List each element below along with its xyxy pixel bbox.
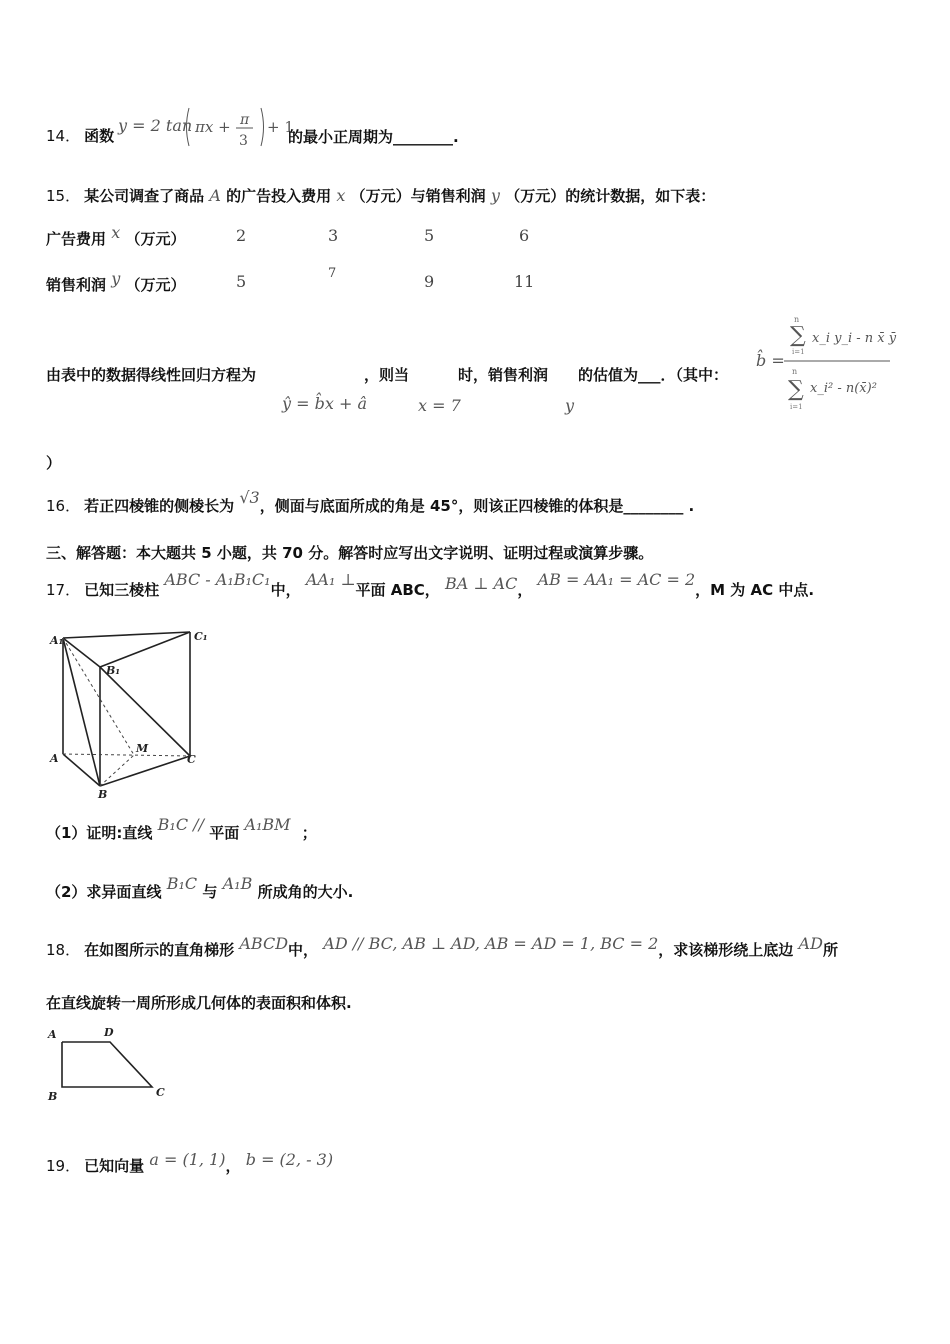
label-A1: A₁: [50, 634, 64, 647]
label-A: A: [48, 1028, 57, 1041]
sqrt-3: √3: [239, 488, 260, 507]
label-B: B: [48, 1090, 58, 1103]
q17-t1: 中，: [270, 581, 301, 599]
edge-equal: AB = AA₁ = AC = 2: [537, 570, 696, 589]
denominator: x_i² - n(x̄)²: [810, 381, 877, 396]
label-B: B: [98, 788, 108, 801]
prism-figure: [46, 626, 216, 802]
q14-plus-one: + 1: [267, 118, 294, 136]
label-C1: C₁: [194, 630, 208, 643]
section-heading: 三、解答题：本大题共 5 小题，共 70 分。解答时应写出文字说明、证明过程或演算步骤。: [46, 544, 654, 562]
q15-intro-a: 某公司调查了商品: [84, 187, 205, 205]
q15-text-d: 的估值为___．（其中：: [578, 366, 729, 384]
table-row-2-label: [46, 269, 186, 295]
q14-formula-paren: [183, 104, 294, 150]
question-number: 17．: [46, 581, 81, 599]
p2-pre: （2）求异面直线: [46, 883, 162, 901]
table-cell: 7: [328, 266, 337, 281]
q15-intro-b: 的广告投入费用: [226, 187, 332, 205]
q19-pre: 已知向量: [84, 1157, 145, 1175]
p2-mid: 与: [202, 883, 218, 901]
p1-plane: A₁BM: [244, 815, 291, 834]
q16-pre: 若正四棱锥的侧棱长为: [84, 497, 235, 515]
q15-text-b: ，则当: [364, 366, 410, 384]
b-hat-formula: [754, 312, 897, 416]
sigma-icon: ∑: [790, 323, 806, 348]
q17-part1: [46, 815, 317, 843]
numerator: x_i y_i - n x̄ ȳ: [812, 331, 897, 346]
row1-unit: （万元）: [125, 230, 186, 248]
var-x: x: [336, 186, 346, 205]
q15-intro-c: （万元）与销售利润: [350, 187, 486, 205]
q19-comma: ，: [225, 1157, 241, 1175]
var-A: A: [209, 186, 221, 205]
sum-top: n: [794, 315, 800, 324]
q16-post: ，侧面与底面所成的角是 45°，则该正四棱锥的体积是________ .: [259, 497, 695, 515]
q14: [46, 126, 114, 146]
p2-line2: A₁B: [222, 874, 253, 893]
table-cell: 9: [424, 272, 435, 291]
q18-conditions: AD // BC, AB ⊥ AD, AB = AD = 1, BC = 2: [323, 934, 659, 953]
q15-text-a: 由表中的数据得线性回归方程为: [46, 366, 257, 384]
label-A: A: [50, 752, 59, 765]
row2-unit: （万元）: [125, 276, 186, 294]
p1-mid: 平面: [209, 824, 240, 842]
q18-stem: [46, 934, 838, 960]
trapezoid-figure: [46, 1024, 176, 1106]
b-hat-label: b̂ =: [756, 351, 785, 370]
question-number: 15．: [46, 187, 81, 205]
q17-stem: [46, 570, 815, 600]
table-cell: 3: [328, 226, 339, 245]
question-number: 14．: [46, 127, 81, 145]
table-cell: 5: [424, 226, 435, 245]
q15-text-c: 时，销售利润: [458, 366, 549, 384]
p1-line: B₁C //: [157, 815, 204, 834]
q17-t4: ，M 为 AC 中点.: [695, 581, 815, 599]
label-B1: B₁: [106, 664, 121, 677]
q15-intro: [46, 186, 715, 206]
vector-b: b = (2, - 3): [245, 1150, 334, 1169]
q14-pi: π: [240, 112, 250, 128]
q17-pre: 已知三棱柱: [84, 581, 160, 599]
sigma-icon: ∑: [788, 377, 804, 402]
sum-bottom: i=1: [792, 348, 805, 356]
question-number: 18．: [46, 941, 81, 959]
q14-three: 3: [239, 133, 248, 149]
q14-post: 的最小正周期为________.: [288, 128, 459, 146]
question-number: 19．: [46, 1157, 81, 1175]
q18-line2: 在直线旋转一周所形成几何体的表面积和体积.: [46, 994, 352, 1012]
p2-post: 所成角的大小.: [257, 883, 354, 901]
edge-AD: AD: [798, 934, 823, 953]
y-var: y: [565, 396, 575, 415]
label-C: C: [156, 1086, 165, 1099]
question-number: 16．: [46, 497, 81, 515]
row2-var: y: [111, 269, 121, 288]
var-y: y: [490, 186, 500, 205]
q19: [46, 1150, 334, 1176]
row1-label: 广告费用: [46, 230, 107, 248]
label-M: M: [136, 742, 149, 755]
perp-1: AA₁ ⊥: [305, 570, 356, 589]
vector-a: a = (1, 1): [149, 1150, 226, 1169]
p2-line1: B₁C: [166, 874, 198, 893]
table-cell: 11: [514, 272, 535, 291]
table-cell: 6: [519, 226, 530, 245]
label-D: D: [104, 1026, 114, 1039]
q16: [46, 488, 695, 516]
x-equals-7: x = 7: [418, 396, 461, 415]
row1-var: x: [111, 223, 121, 242]
q18-pre: 在如图所示的直角梯形: [84, 941, 235, 959]
q14-formula-lhs: y = 2 tan: [118, 116, 193, 135]
q17-t2: 平面 ABC，: [355, 581, 440, 599]
table-cell: 5: [236, 272, 247, 291]
q15-intro-d: （万元）的统计数据，如下表：: [505, 187, 716, 205]
p1-post: ；: [301, 824, 317, 842]
regression-equation: ŷ = b̂x + â: [282, 394, 367, 413]
p1-pre: （1）证明:直线: [46, 824, 153, 842]
prism-name: ABC - A₁B₁C₁: [164, 570, 271, 589]
label-C: C: [187, 753, 196, 766]
table-row-1-label: [46, 223, 186, 249]
q15-closing: ）: [46, 454, 62, 472]
table-cell: 2: [236, 226, 247, 245]
q18-t2: ，求该梯形绕上底边: [658, 941, 794, 959]
trapezoid-name: ABCD: [239, 934, 289, 953]
sum-top: n: [792, 367, 798, 376]
q14-pre: 函数: [84, 127, 115, 145]
perp-2: BA ⊥ AC: [445, 574, 518, 593]
sum-bottom: i=1: [790, 403, 803, 411]
q14-arg: πx +: [195, 118, 231, 136]
row2-label: 销售利润: [46, 276, 107, 294]
q18-t3: 所: [822, 941, 838, 959]
q18-t1: 中，: [288, 941, 319, 959]
q17-part2: [46, 874, 354, 902]
q17-t3: ，: [517, 581, 533, 599]
